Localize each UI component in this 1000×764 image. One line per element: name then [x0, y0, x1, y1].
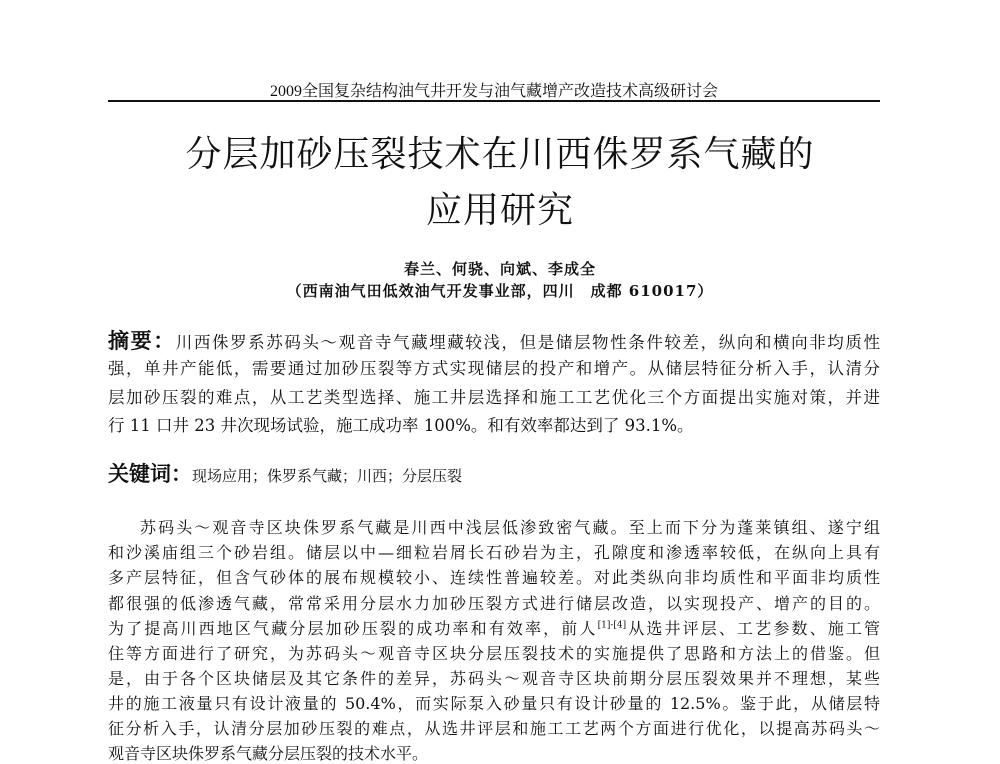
body-line: 征分析入手，认清分层加砂压裂的难点，从选井评层和施工工艺两个方面进行优化，以提高苏码头～: [108, 719, 880, 738]
body-line: [108, 616, 880, 639]
abstract-line: 层加砂压裂的难点，从工艺类型选择、施工井层选择和施工工艺优化三个方面提出实施对策，并进: [108, 388, 880, 407]
body-line: 苏码头～观音寺区块侏罗系气藏是川西中浅层低渗致密气藏。至上而下分为蓬莱镇组、遂宁组: [140, 518, 880, 537]
abstract-line: 行 11 口井 23 井次现场试验，施工成功率 100%。和有效率都达到了 93.1%。: [108, 416, 694, 435]
affiliation: （西南油气田低效油气开发事业部，四川 成都 610017）: [286, 282, 714, 300]
abstract-line: [108, 325, 880, 355]
abstract-label: 摘要：: [108, 329, 176, 353]
body-line: 都很强的低渗透气藏，常常采用分层水力加砂压裂方式进行储层改造，以实现投产、增产的目的。: [108, 594, 880, 613]
body-text: 为了提高川西地区气藏分层加砂压裂的成功率和有效率，前人: [108, 619, 598, 638]
header-rule: [108, 100, 880, 102]
body-line: 住等方面进行了研究，为苏码头～观音寺区块分层压裂技术的实施提供了思路和方法上的借鉴。但: [108, 644, 880, 663]
body-text: 从选井评层、工艺参数、施工管: [626, 619, 880, 638]
body-line: 是，由于各个区块储层及其它条件的差异，苏码头～观音寺区块前期分层压裂效果并不理想，某些: [108, 669, 880, 688]
keywords: [108, 458, 880, 488]
paper-title-line1: 分层加砂压裂技术在川西侏罗系气藏的: [185, 134, 815, 175]
citation: [1]-[4]: [597, 620, 627, 631]
body-line: 多产层特征，但含气砂体的展布规模较小、连续性普遍较差。对此类纵向非均质性和平面非均质性: [108, 568, 880, 587]
body-line: 和沙溪庙组三个砂岩组。储层以中—细粒岩屑长石砂岩为主，孔隙度和渗透率较低，在纵向上具有: [108, 543, 880, 562]
paper-title-line2: 应用研究: [425, 190, 574, 231]
authors: 春兰、何骁、向斌、李成全: [403, 260, 596, 278]
abstract-text: 川西侏罗系苏码头～观音寺气藏埋藏较浅，但是储层物性条件较差，纵向和横向非均质性: [175, 333, 881, 352]
keywords-text: 现场应用；侏罗系气藏；川西；分层压裂: [192, 467, 463, 485]
keywords-label: 关键词：: [108, 462, 192, 486]
body-line: 井的施工液量只有设计液量的 50.4%，而实际泵入砂量只有设计砂量的 12.5%。鉴于此，从储层特: [108, 694, 880, 713]
abstract-line: 强，单井产能低，需要通过加砂压裂等方式实现储层的投产和增产。从储层特征分析入手，认清分: [108, 359, 880, 378]
body-line: 观音寺区块侏罗系气藏分层压裂的技术水平。: [108, 744, 429, 763]
conference-header: 2009全国复杂结构油气井开发与油气藏增产改造技术高级研讨会: [269, 83, 718, 100]
